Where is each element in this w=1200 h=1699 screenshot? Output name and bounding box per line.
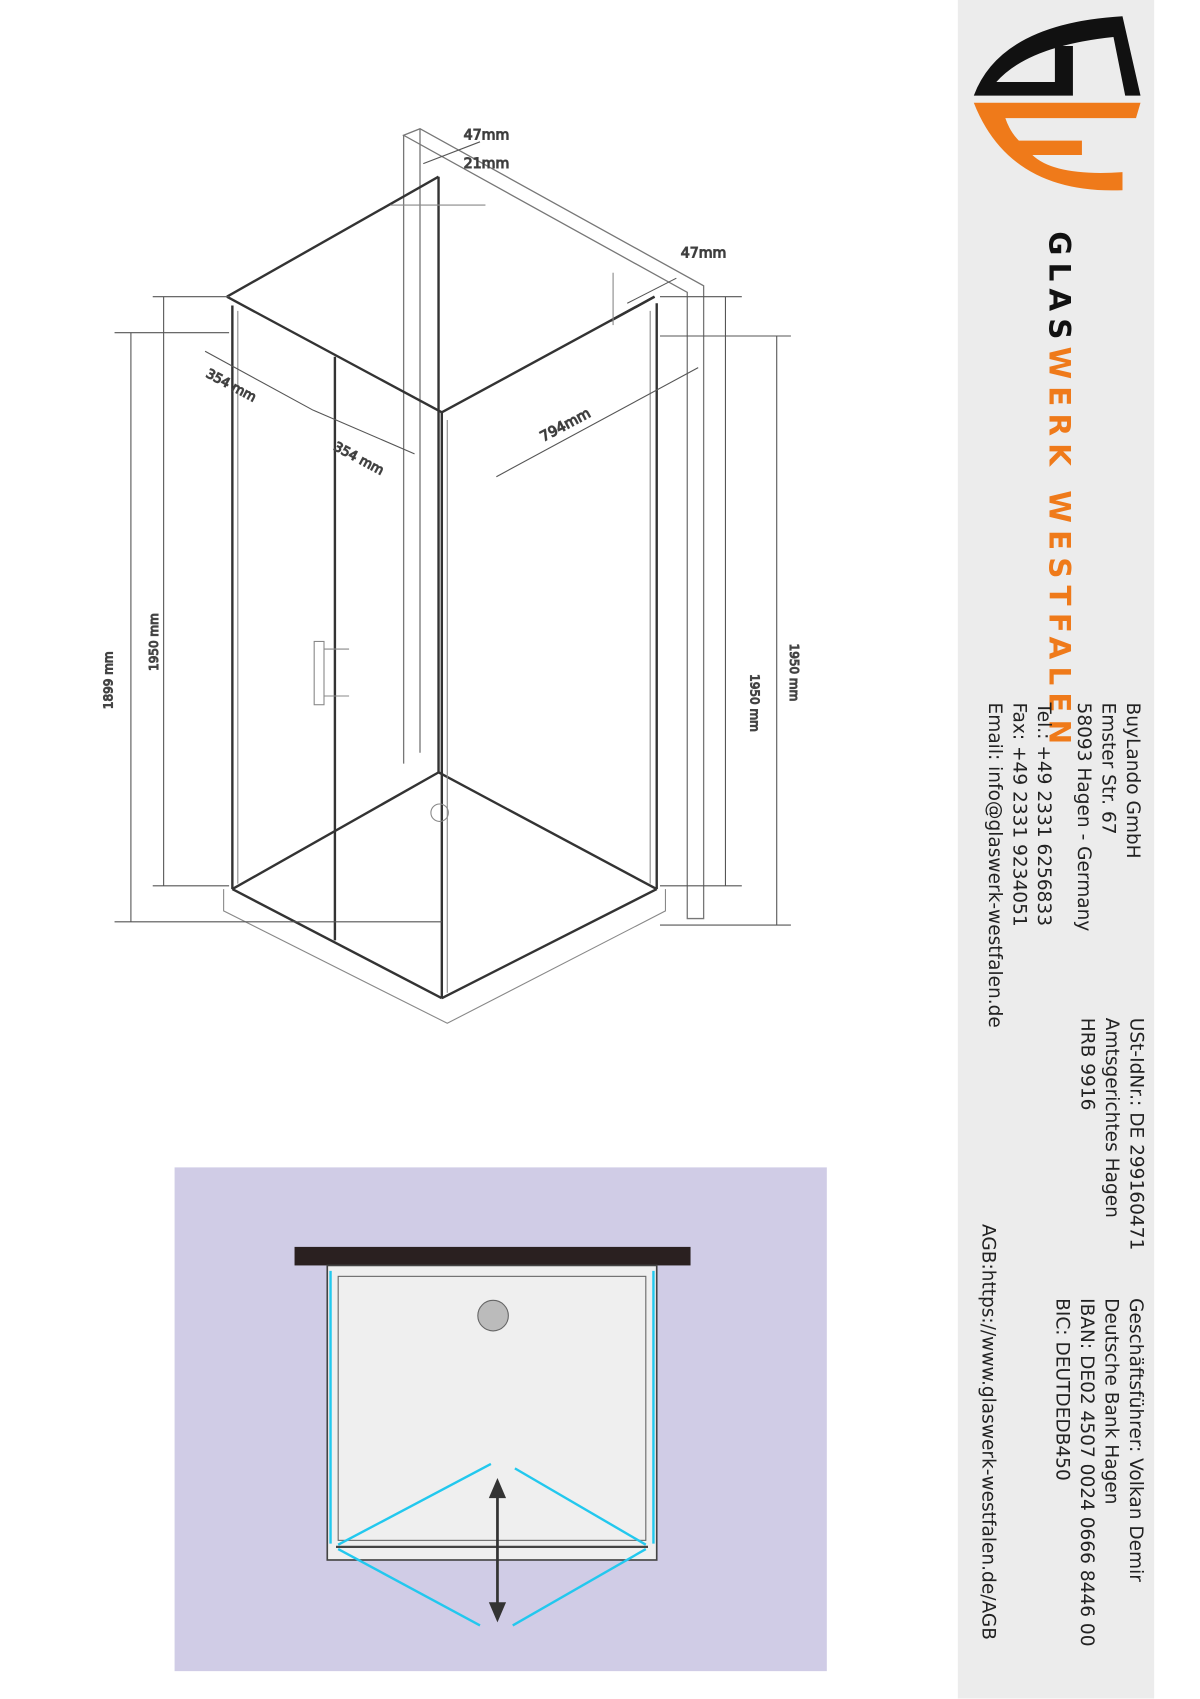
company-logo <box>962 5 1147 212</box>
agb-link[interactable]: AGB:https://www.glaswerk-westfalen.de/AGB <box>976 1223 999 1640</box>
wall <box>404 129 704 919</box>
dim-wall-depth-top: 47mm <box>463 127 510 144</box>
registry-block <box>1075 1018 1149 1250</box>
bic: BIC: DEUTDEDB450 <box>1051 1298 1073 1481</box>
brand-name <box>1042 231 1076 751</box>
dim-door-right: 354 mm <box>330 439 387 479</box>
email-link[interactable]: Email: info@glaswerk-westfalen.de <box>983 702 1006 1028</box>
company-name: BuyLando GmbH <box>1121 702 1144 859</box>
brand-part1: GLAS <box>1041 231 1076 347</box>
dim-door-left: 354 mm <box>203 366 259 406</box>
vat-id: USt-IdNr.: DE 299160471 <box>1125 1017 1148 1251</box>
spacer <box>1055 703 1070 1028</box>
plan-wall <box>295 1247 691 1266</box>
enclosure-frame <box>227 177 657 998</box>
court: Amtsgerichtes Hagen <box>1100 1017 1123 1218</box>
dim-height-left-1950: 1950 mm <box>147 613 162 671</box>
phone: Tel.: +49 2331 6256833 <box>1032 702 1055 927</box>
bank-block <box>1049 1298 1147 1646</box>
contact-block <box>982 703 1145 1028</box>
iban: IBAN: DE02 4507 0024 0666 8446 00 <box>1075 1298 1098 1647</box>
plan-drain <box>478 1300 509 1331</box>
city: 58093 Hagen - Germany <box>1072 702 1095 932</box>
dim-height-right-outer: 1950 mm <box>786 643 801 702</box>
ceo: Geschäftsführer: Volkan Demir <box>1124 1298 1147 1582</box>
dim-wall-depth-right: 47mm <box>680 245 727 262</box>
bank-name: Deutsche Bank Hagen <box>1100 1298 1122 1505</box>
dim-profile-width: 21mm <box>463 155 510 172</box>
dim-height-right-inner: 1950 mm <box>747 674 762 732</box>
floor-plan <box>175 1167 827 1671</box>
dim-height-1899: 1899 mm <box>101 651 116 710</box>
dim-side-width: 794mm <box>537 405 594 446</box>
hrb: HRB 9916 <box>1076 1017 1098 1111</box>
brand-part2: WERK WESTFALEN <box>1041 346 1076 752</box>
fax: Fax: +49 2331 9234051 <box>1007 702 1030 927</box>
street: Emster Str. 67 <box>1096 702 1119 835</box>
